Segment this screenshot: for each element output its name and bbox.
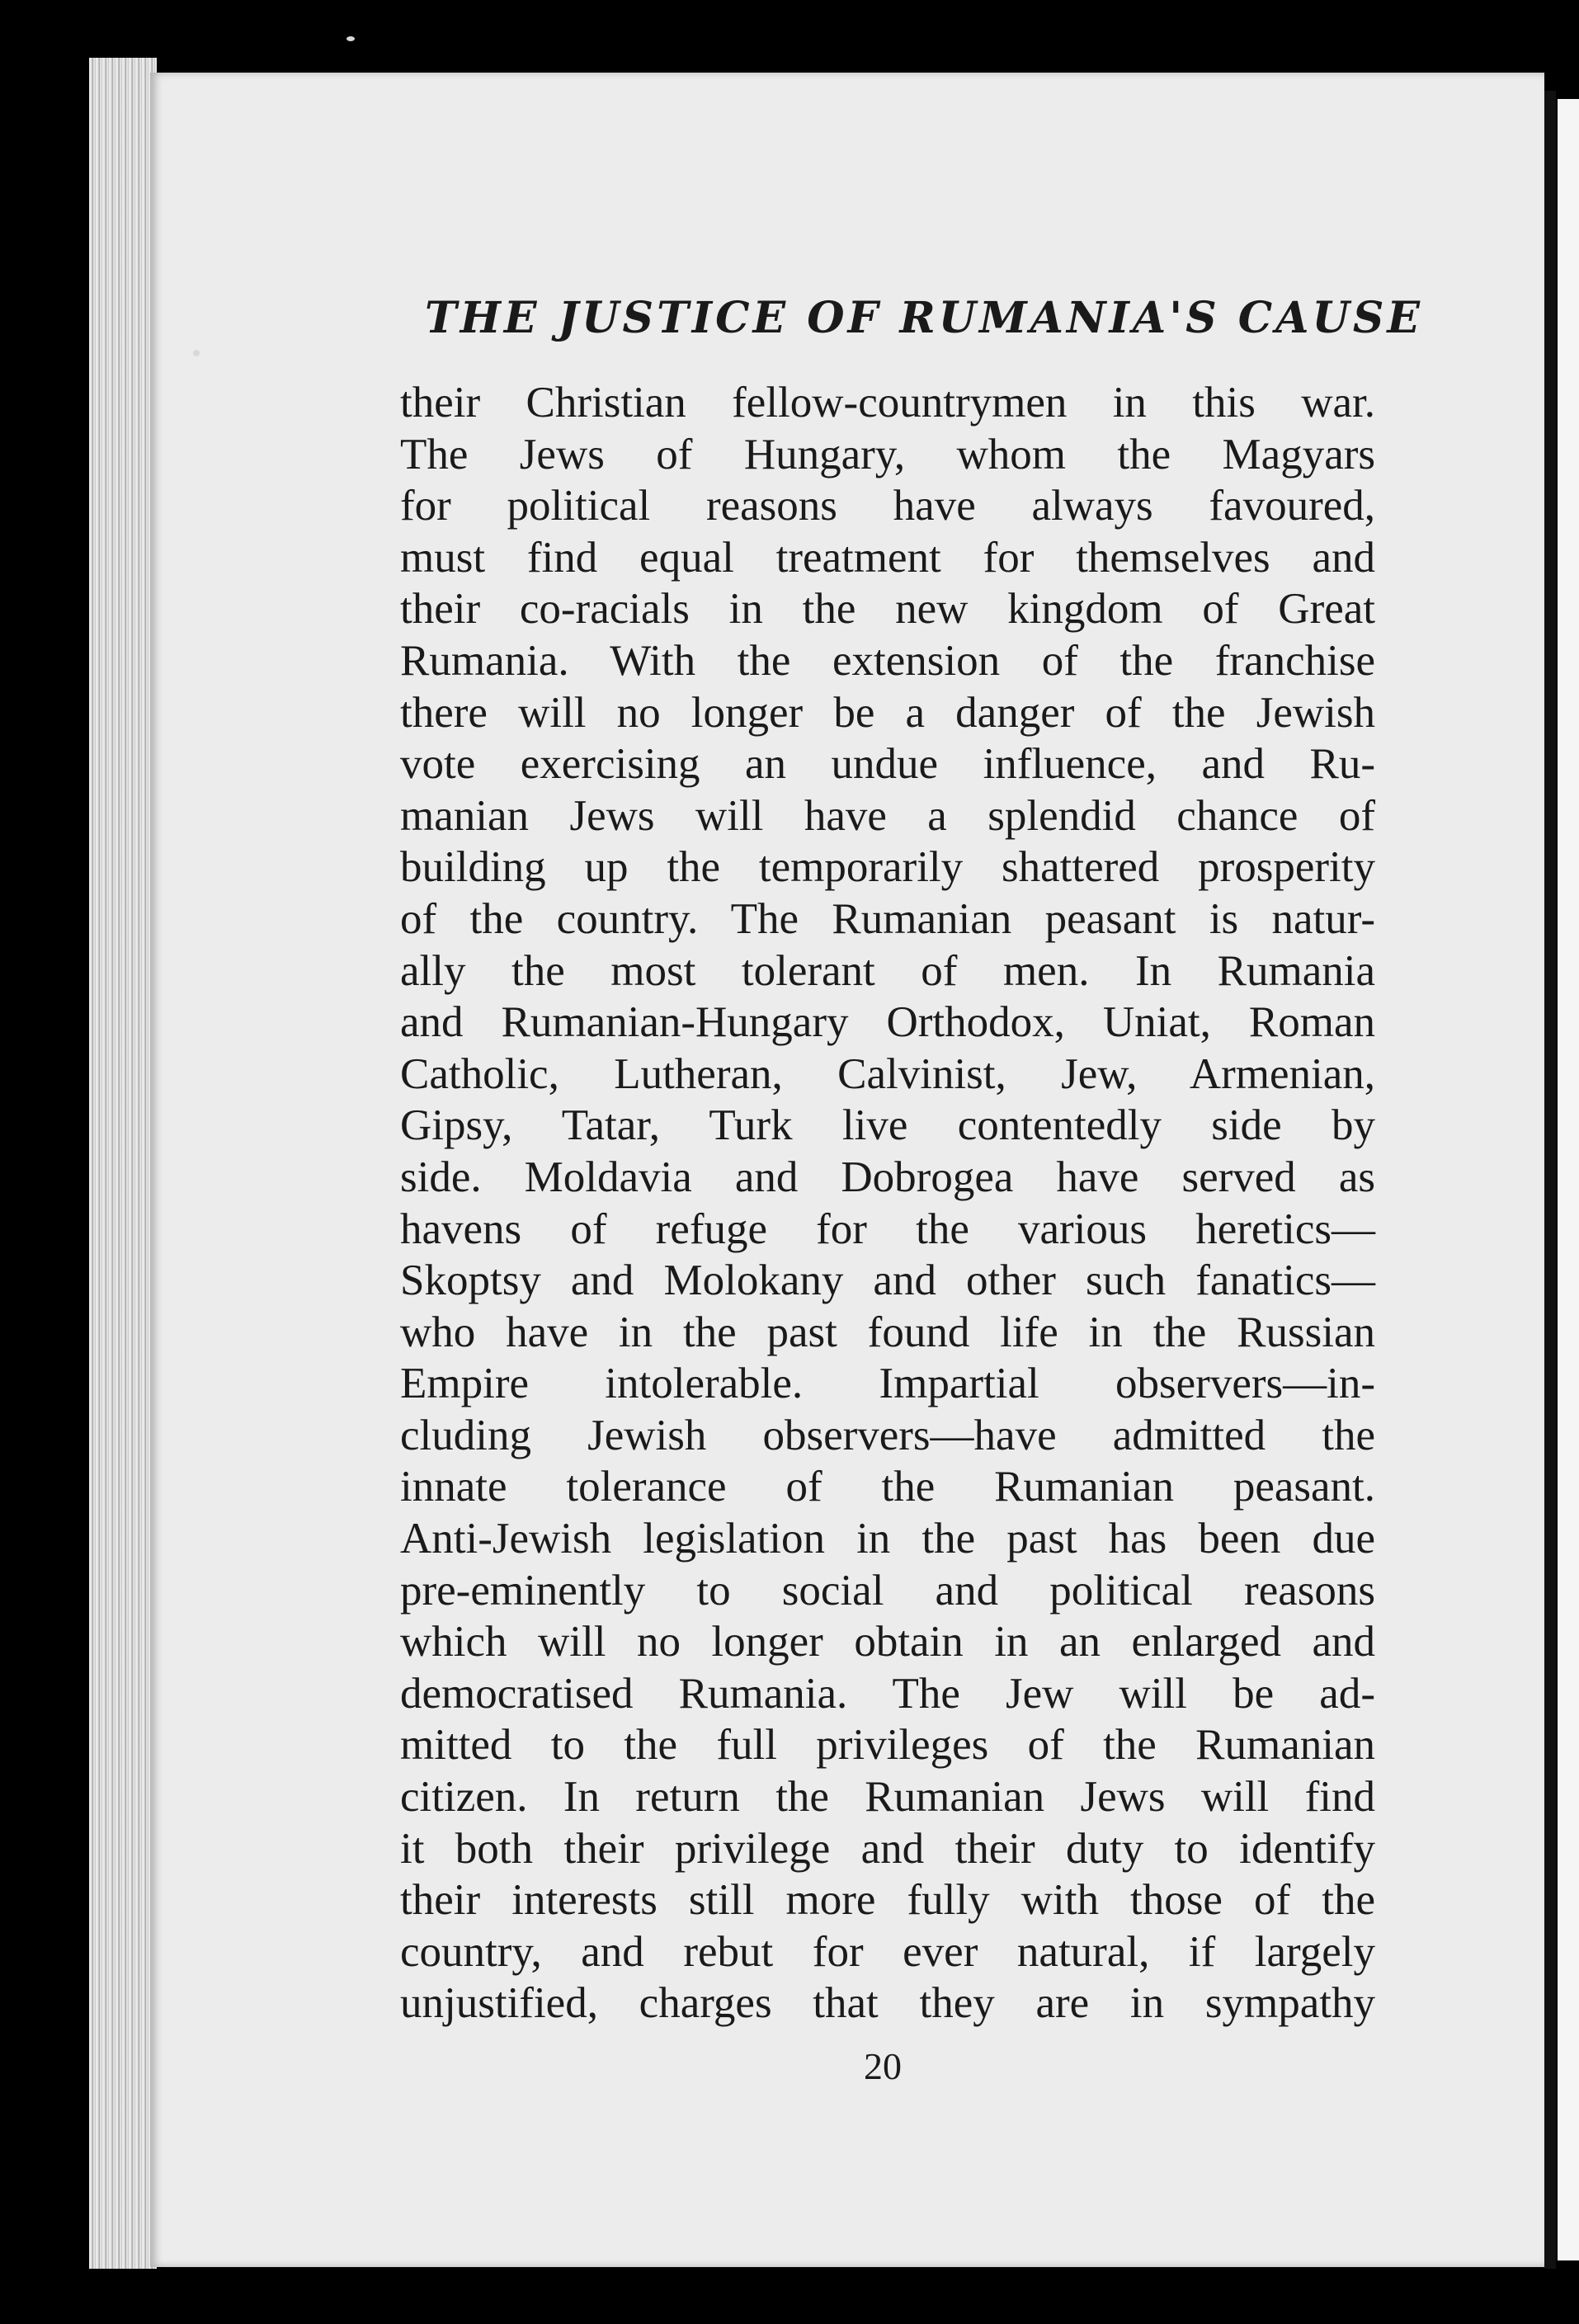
text-line: side. Moldavia and Dobrogea have served as <box>400 1153 1375 1201</box>
page-number: 20 <box>864 2045 902 2087</box>
text-line: their co-racials in the new kingdom of Great <box>400 585 1375 634</box>
text-line: Rumania. With the extension of the franchise <box>400 636 1375 685</box>
text-line: for political reasons have always favoured, <box>400 482 1375 530</box>
text-line: manian Jews will have a splendid chance of <box>400 791 1375 840</box>
text-line: citizen. In return the Rumanian Jews will find <box>400 1773 1375 1822</box>
text-line: it both their privilege and their duty to identify <box>400 1824 1375 1873</box>
text-line: ally the most tolerant of men. In Rumania <box>400 946 1375 995</box>
text-line: pre-eminently to social and political reasons <box>400 1566 1375 1615</box>
text-line: which will no longer obtain in an enlarged and <box>400 1618 1375 1666</box>
text-line: their interests still more fully with those of the <box>400 1876 1375 1925</box>
text-line: unjustified, charges that they are in sympathy <box>400 1979 1375 2028</box>
text-line: innate tolerance of the Rumanian peasant. <box>400 1463 1375 1511</box>
text-line: there will no longer be a danger of the Jewish <box>400 688 1375 737</box>
text-line: havens of refuge for the various heretics— <box>400 1204 1375 1253</box>
page-edges <box>89 58 157 2269</box>
dust-speck <box>193 350 200 356</box>
right-page-gutter <box>1544 91 1556 2269</box>
text-line: their Christian fellow-countrymen in this war. <box>400 379 1375 427</box>
text-line: vote exercising an undue influence, and Ru- <box>400 740 1375 789</box>
text-line: of the country. The Rumanian peasant is natur- <box>400 894 1375 943</box>
text-line: The Jews of Hungary, whom the Magyars <box>400 430 1375 478</box>
running-head: THE JUSTICE OF RUMANIA'S CAUSE <box>425 293 1424 343</box>
text-line: Catholic, Lutheran, Calvinist, Jew, Armenian, <box>400 1049 1375 1098</box>
text-line: Empire intolerable. Impartial observers—in- <box>400 1360 1375 1408</box>
text-line: cluding Jewish observers—have admitted the <box>400 1411 1375 1459</box>
body-text <box>400 377 1375 2029</box>
text-line: Skoptsy and Molokany and other such fanatics— <box>400 1256 1375 1305</box>
text-line: who have in the past found life in the Russian <box>400 1308 1375 1356</box>
text-line: democratised Rumania. The Jew will be ad- <box>400 1669 1375 1718</box>
text-line: mitted to the full privileges of the Rumanian <box>400 1721 1375 1770</box>
dust-speck <box>346 36 355 41</box>
text-line: Anti-Jewish legislation in the past has been due <box>400 1515 1375 1563</box>
text-line: Gipsy, Tatar, Turk live contentedly side by <box>400 1101 1375 1150</box>
text-line: must find equal treatment for themselves and <box>400 533 1375 582</box>
text-line: building up the temporarily shattered prosperity <box>400 843 1375 892</box>
text-line: country, and rebut for ever natural, if largely <box>400 1927 1375 1976</box>
text-line: and Rumanian-Hungary Orthodox, Uniat, Roman <box>400 998 1375 1047</box>
next-page-edge <box>1558 99 1579 2260</box>
